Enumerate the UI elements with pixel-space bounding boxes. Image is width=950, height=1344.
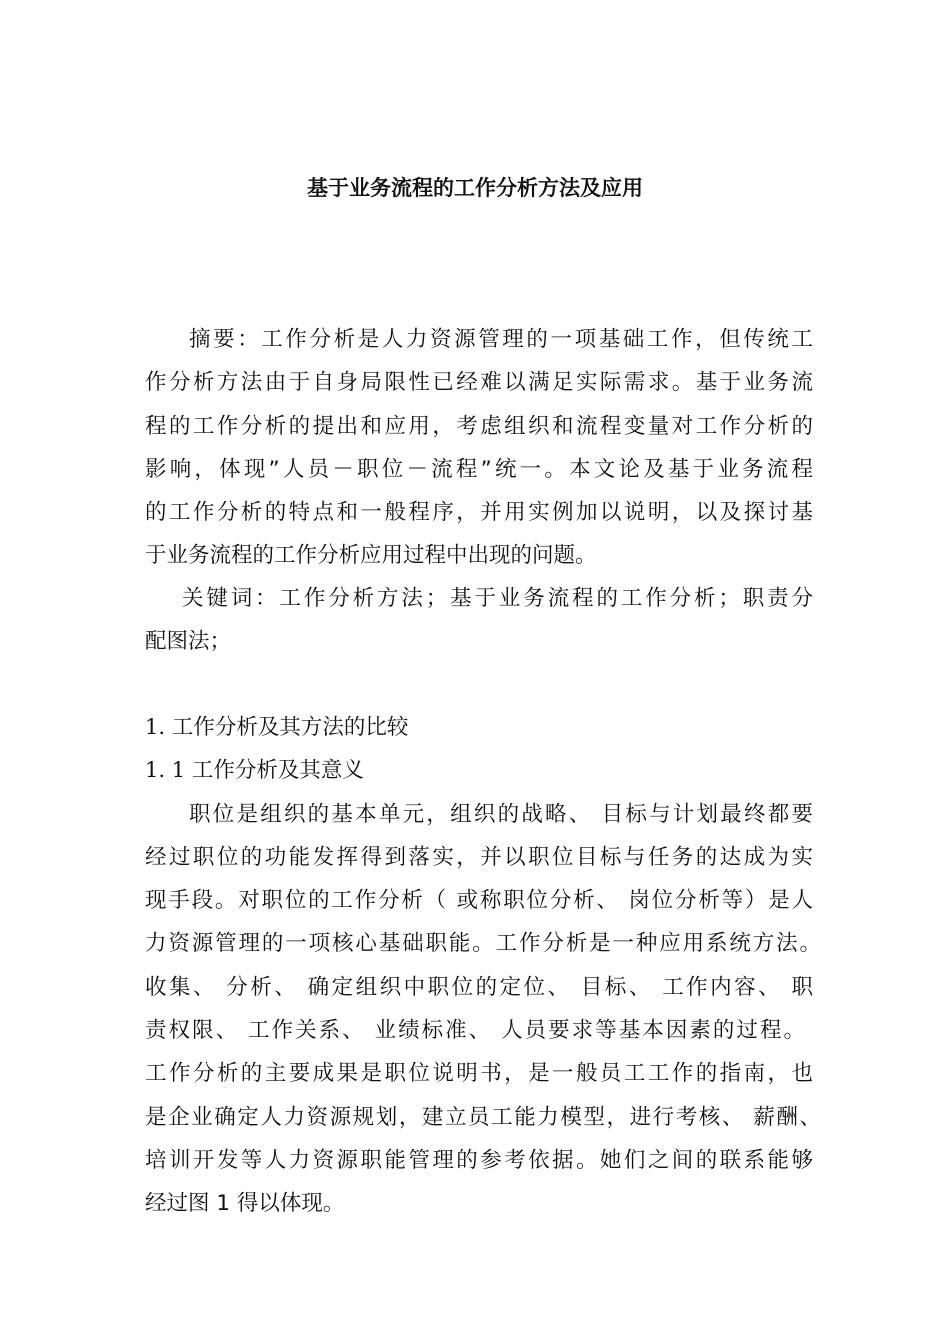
- keywords-line: 关键词：工作分析方法；基于业务流程的工作分析；职责分: [182, 586, 813, 611]
- abstract-line: 的工作分析的特点和一般程序，并用实例加以说明，以及探讨基: [145, 500, 813, 526]
- abstract-line: 影响，体现”人员－职位－流程”统一。本文论及基于业务流程: [145, 456, 813, 482]
- keywords-line: 配图法；: [145, 629, 232, 655]
- body-line: 收集、 分析、 确定组织中职位的定位、 目标、 工作内容、 职: [145, 974, 813, 1000]
- body-line: 经过图 1 得以体现。: [145, 1191, 345, 1217]
- body-line: 经过职位的功能发挥得到落实，并以职位目标与任务的达成为实: [145, 844, 813, 870]
- abstract-line: 摘要：工作分析是人力资源管理的一项基础工作，但传统工: [189, 327, 813, 352]
- subsection-heading-text: 工作分析及其意义: [191, 758, 364, 784]
- abstract-line: 作分析方法由于自身局限性已经难以满足实际需求。基于业务流: [145, 370, 813, 396]
- body-line: 培训开发等人力资源职能管理的参考依据。她们之间的联系能够: [145, 1147, 813, 1173]
- body-line: 力资源管理的一项核心基础职能。工作分析是一种应用系统方法。: [145, 931, 821, 957]
- abstract-line: 于业务流程的工作分析应用过程中出现的问题。: [145, 543, 597, 569]
- body-line: 工作分析的主要成果是职位说明书，是一般员工工作的指南，也: [145, 1061, 813, 1087]
- body-line: 职位是组织的基本单元，组织的战略、 目标与计划最终都要: [189, 801, 813, 827]
- keywords-paragraph: [145, 577, 813, 664]
- body-line: 责权限、 工作关系、 业绩标准、 人员要求等基本因素的过程。: [145, 1018, 805, 1044]
- section-1-1-heading: [145, 749, 813, 792]
- section-heading-text: 工作分析及其方法的比较: [171, 715, 409, 740]
- body-line: 是企业确定人力资源规划，建立员工能力模型，进行考核、 薪酬、: [145, 1104, 821, 1130]
- section-number: 1.: [145, 715, 166, 739]
- abstract-paragraph: [145, 318, 813, 578]
- section-1-heading: [145, 706, 813, 749]
- section-1: [145, 706, 821, 1226]
- document-title: 基于业务流程的工作分析方法及应用: [307, 176, 643, 200]
- body-line: 现手段。对职位的工作分析（ 或称职位分析、 岗位分析等）是人: [145, 888, 813, 914]
- abstract-line: 程的工作分析的提出和应用，考虑组织和流程变量对工作分析的: [145, 413, 813, 439]
- subsection-number: 1. 1: [145, 758, 186, 783]
